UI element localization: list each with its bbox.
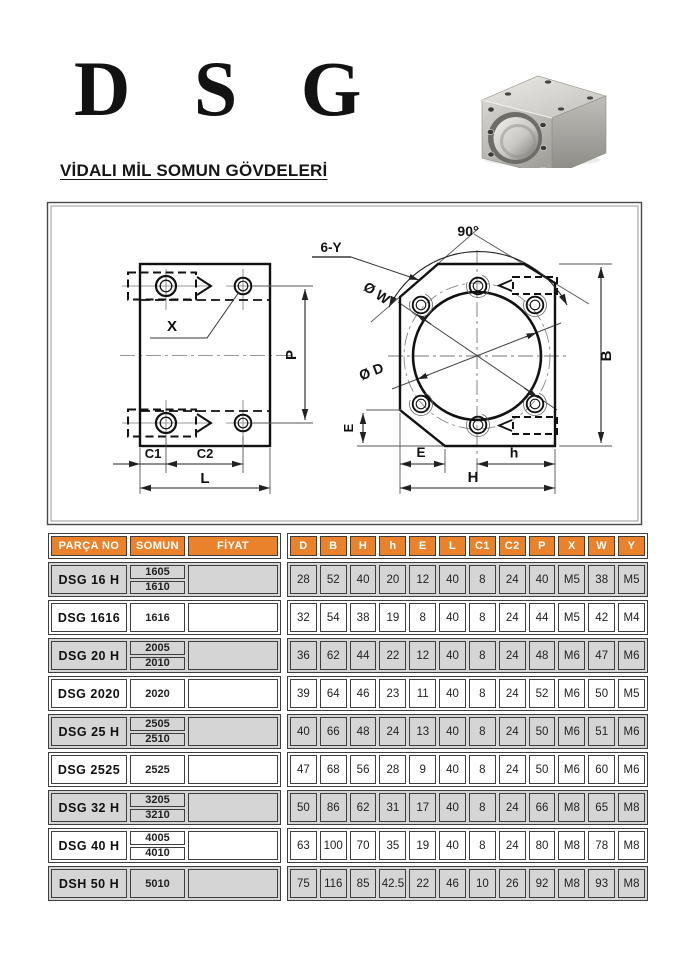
- column-header: h: [379, 536, 406, 556]
- dim-cell: 65: [588, 793, 615, 822]
- dim-cell: 50: [529, 717, 556, 746]
- x-callout-label: X: [166, 318, 178, 335]
- dim-cell: 10: [469, 869, 496, 898]
- dim-cell: M5: [618, 565, 645, 594]
- column-header: PARÇA NO: [51, 536, 127, 556]
- dim-cell: 40: [439, 793, 466, 822]
- h-small-dim-label: h: [509, 444, 519, 461]
- part-number-cell: DSG 25 H: [51, 717, 127, 746]
- price-cell: [188, 565, 278, 594]
- dim-cell: 8: [469, 679, 496, 708]
- side-view: [113, 264, 313, 494]
- dim-cell: 35: [379, 831, 406, 860]
- dim-cell: 13: [409, 717, 436, 746]
- column-header: L: [439, 536, 466, 556]
- dim-cell: 24: [499, 755, 526, 784]
- somun-cell: 2005: [130, 641, 185, 655]
- dim-cell: 9: [409, 755, 436, 784]
- dim-cell: M8: [618, 869, 645, 898]
- dim-cell: 19: [409, 831, 436, 860]
- dim-cell: 24: [499, 831, 526, 860]
- column-header: D: [290, 536, 317, 556]
- somun-cell: 2505: [130, 717, 185, 731]
- parts-table: [48, 533, 648, 904]
- dim-cell: 38: [350, 603, 377, 632]
- part-number-cell: DSG 20 H: [51, 641, 127, 670]
- dim-cell: 11: [409, 679, 436, 708]
- dim-cell: 8: [469, 831, 496, 860]
- column-header: E: [409, 536, 436, 556]
- dim-cell: 75: [290, 869, 317, 898]
- table-row: [48, 752, 648, 787]
- dim-cell: 19: [379, 603, 406, 632]
- dim-cell: M8: [618, 793, 645, 822]
- price-cell: [188, 869, 278, 898]
- dim-cell: 52: [320, 565, 347, 594]
- dim-cell: 40: [529, 565, 556, 594]
- dim-cell: 8: [469, 755, 496, 784]
- dim-cell: 46: [439, 869, 466, 898]
- dim-cell: 56: [350, 755, 377, 784]
- dim-cell: 62: [350, 793, 377, 822]
- dim-cell: 24: [499, 641, 526, 670]
- dim-cell: 8: [409, 603, 436, 632]
- dim-cell: M6: [558, 641, 585, 670]
- dim-cell: M6: [618, 755, 645, 784]
- dim-cell: M8: [558, 793, 585, 822]
- bore-dia-label: Ø D: [356, 359, 386, 384]
- brand-title: D S G: [74, 45, 384, 132]
- dim-cell: 40: [439, 717, 466, 746]
- dim-cell: 62: [320, 641, 347, 670]
- product-photo: [464, 52, 616, 168]
- dim-cell: 39: [290, 679, 317, 708]
- somun-cell: 5010: [130, 869, 185, 898]
- e-bottom-dim-label: E: [416, 445, 426, 460]
- dim-cell: 28: [379, 755, 406, 784]
- dim-cell: 46: [350, 679, 377, 708]
- somun-cell: 2510: [130, 733, 185, 747]
- dim-cell: 24: [379, 717, 406, 746]
- dim-cell: 23: [379, 679, 406, 708]
- dim-cell: 92: [529, 869, 556, 898]
- somun-cell: 2525: [130, 755, 185, 784]
- dim-cell: 50: [588, 679, 615, 708]
- column-header: C2: [499, 536, 526, 556]
- dim-cell: 40: [439, 831, 466, 860]
- price-cell: [188, 603, 278, 632]
- dim-cell: M6: [558, 717, 585, 746]
- dim-cell: M6: [558, 755, 585, 784]
- dim-cell: 8: [469, 717, 496, 746]
- dim-cell: 44: [529, 603, 556, 632]
- part-number-cell: DSG 2525: [51, 755, 127, 784]
- dim-cell: 20: [379, 565, 406, 594]
- dim-cell: M4: [618, 603, 645, 632]
- dim-cell: 93: [588, 869, 615, 898]
- dim-cell: 50: [290, 793, 317, 822]
- column-header: W: [588, 536, 615, 556]
- dim-cell: 8: [469, 565, 496, 594]
- price-cell: [188, 755, 278, 784]
- dim-cell: 32: [290, 603, 317, 632]
- p-dim-label: P: [283, 349, 300, 361]
- e-side-dim-label: E: [341, 423, 356, 433]
- dim-cell: M5: [558, 565, 585, 594]
- part-number-cell: DSG 1616: [51, 603, 127, 632]
- dim-cell: M6: [558, 679, 585, 708]
- table-row: [48, 790, 648, 825]
- dim-cell: M6: [618, 717, 645, 746]
- dim-cell: 47: [290, 755, 317, 784]
- dim-cell: 40: [350, 565, 377, 594]
- somun-cell: 4005: [130, 831, 185, 845]
- technical-drawing: [45, 200, 645, 528]
- somun-cell: 3205: [130, 793, 185, 807]
- dim-cell: M6: [618, 641, 645, 670]
- dim-cell: 8: [469, 603, 496, 632]
- angle-dim-label: 90°: [457, 223, 479, 239]
- b-dim-label: B: [598, 350, 615, 362]
- column-header: FİYAT: [188, 536, 278, 556]
- dim-cell: 85: [350, 869, 377, 898]
- dim-cell: M8: [558, 831, 585, 860]
- face-view: [312, 223, 615, 494]
- dim-cell: 24: [499, 565, 526, 594]
- dim-cell: 47: [588, 641, 615, 670]
- somun-cell: 3210: [130, 809, 185, 823]
- table-row: [48, 638, 648, 673]
- dim-cell: 70: [350, 831, 377, 860]
- drawing-frame: [48, 203, 642, 525]
- dim-cell: 12: [409, 641, 436, 670]
- table-header-row: [48, 533, 648, 559]
- dim-cell: 63: [290, 831, 317, 860]
- l-dim-label: L: [200, 470, 210, 487]
- part-number-cell: DSG 16 H: [51, 565, 127, 594]
- part-number-cell: DSH 50 H: [51, 869, 127, 898]
- dim-cell: 68: [320, 755, 347, 784]
- part-number-cell: DSG 40 H: [51, 831, 127, 860]
- dim-cell: 36: [290, 641, 317, 670]
- dim-cell: 8: [469, 641, 496, 670]
- dim-cell: 52: [529, 679, 556, 708]
- table-row: [48, 600, 648, 635]
- dim-cell: 31: [379, 793, 406, 822]
- dim-cell: 28: [290, 565, 317, 594]
- table-row: [48, 676, 648, 711]
- part-number-cell: DSG 32 H: [51, 793, 127, 822]
- dim-cell: 80: [529, 831, 556, 860]
- dim-cell: 60: [588, 755, 615, 784]
- price-cell: [188, 831, 278, 860]
- dim-cell: 26: [499, 869, 526, 898]
- column-header: Y: [618, 536, 645, 556]
- dim-cell: M8: [558, 869, 585, 898]
- dim-cell: 40: [439, 641, 466, 670]
- dim-cell: 8: [469, 793, 496, 822]
- somun-cell: 4010: [130, 847, 185, 861]
- dim-cell: 64: [320, 679, 347, 708]
- column-header: SOMUN: [130, 536, 185, 556]
- hole-callout-label: 6-Y: [320, 240, 342, 255]
- dim-cell: 40: [439, 565, 466, 594]
- column-header: C1: [469, 536, 496, 556]
- dim-cell: 40: [439, 679, 466, 708]
- dim-cell: M5: [618, 679, 645, 708]
- column-header: B: [320, 536, 347, 556]
- bolt-circle-dia-label: Ø W: [360, 278, 393, 308]
- c2-dim-label: C2: [196, 446, 214, 461]
- dim-cell: 24: [499, 717, 526, 746]
- column-header: P: [529, 536, 556, 556]
- dim-cell: 38: [588, 565, 615, 594]
- dim-cell: 44: [350, 641, 377, 670]
- table-row: [48, 714, 648, 749]
- dim-cell: 54: [320, 603, 347, 632]
- column-header: X: [558, 536, 585, 556]
- dim-cell: M8: [618, 831, 645, 860]
- price-cell: [188, 793, 278, 822]
- dim-cell: 116: [320, 869, 347, 898]
- dim-cell: 50: [529, 755, 556, 784]
- h-total-dim-label: H: [467, 469, 479, 486]
- somun-cell: 1616: [130, 603, 185, 632]
- dim-cell: 48: [350, 717, 377, 746]
- c1-dim-label: C1: [144, 446, 162, 461]
- table-row: [48, 828, 648, 863]
- somun-cell: 1605: [130, 565, 185, 579]
- dim-cell: M5: [558, 603, 585, 632]
- dim-cell: 51: [588, 717, 615, 746]
- table-row: [48, 866, 648, 901]
- column-header: H: [350, 536, 377, 556]
- dim-cell: 22: [409, 869, 436, 898]
- dim-cell: 42.5: [379, 869, 406, 898]
- somun-cell: 1610: [130, 581, 185, 595]
- dim-cell: 66: [529, 793, 556, 822]
- dim-cell: 66: [320, 717, 347, 746]
- part-number-cell: DSG 2020: [51, 679, 127, 708]
- table-row: [48, 562, 648, 597]
- dim-cell: 42: [588, 603, 615, 632]
- price-cell: [188, 679, 278, 708]
- dim-cell: 40: [439, 755, 466, 784]
- dim-cell: 22: [379, 641, 406, 670]
- dim-cell: 86: [320, 793, 347, 822]
- dim-cell: 48: [529, 641, 556, 670]
- dim-cell: 17: [409, 793, 436, 822]
- dim-cell: 24: [499, 679, 526, 708]
- dim-cell: 78: [588, 831, 615, 860]
- dim-cell: 100: [320, 831, 347, 860]
- price-cell: [188, 717, 278, 746]
- dim-cell: 24: [499, 603, 526, 632]
- somun-cell: 2020: [130, 679, 185, 708]
- dim-cell: 24: [499, 793, 526, 822]
- dim-cell: 40: [439, 603, 466, 632]
- dim-cell: 40: [290, 717, 317, 746]
- page-subtitle: VİDALI MİL SOMUN GÖVDELERİ: [60, 161, 328, 180]
- price-cell: [188, 641, 278, 670]
- somun-cell: 2010: [130, 657, 185, 671]
- dim-cell: 12: [409, 565, 436, 594]
